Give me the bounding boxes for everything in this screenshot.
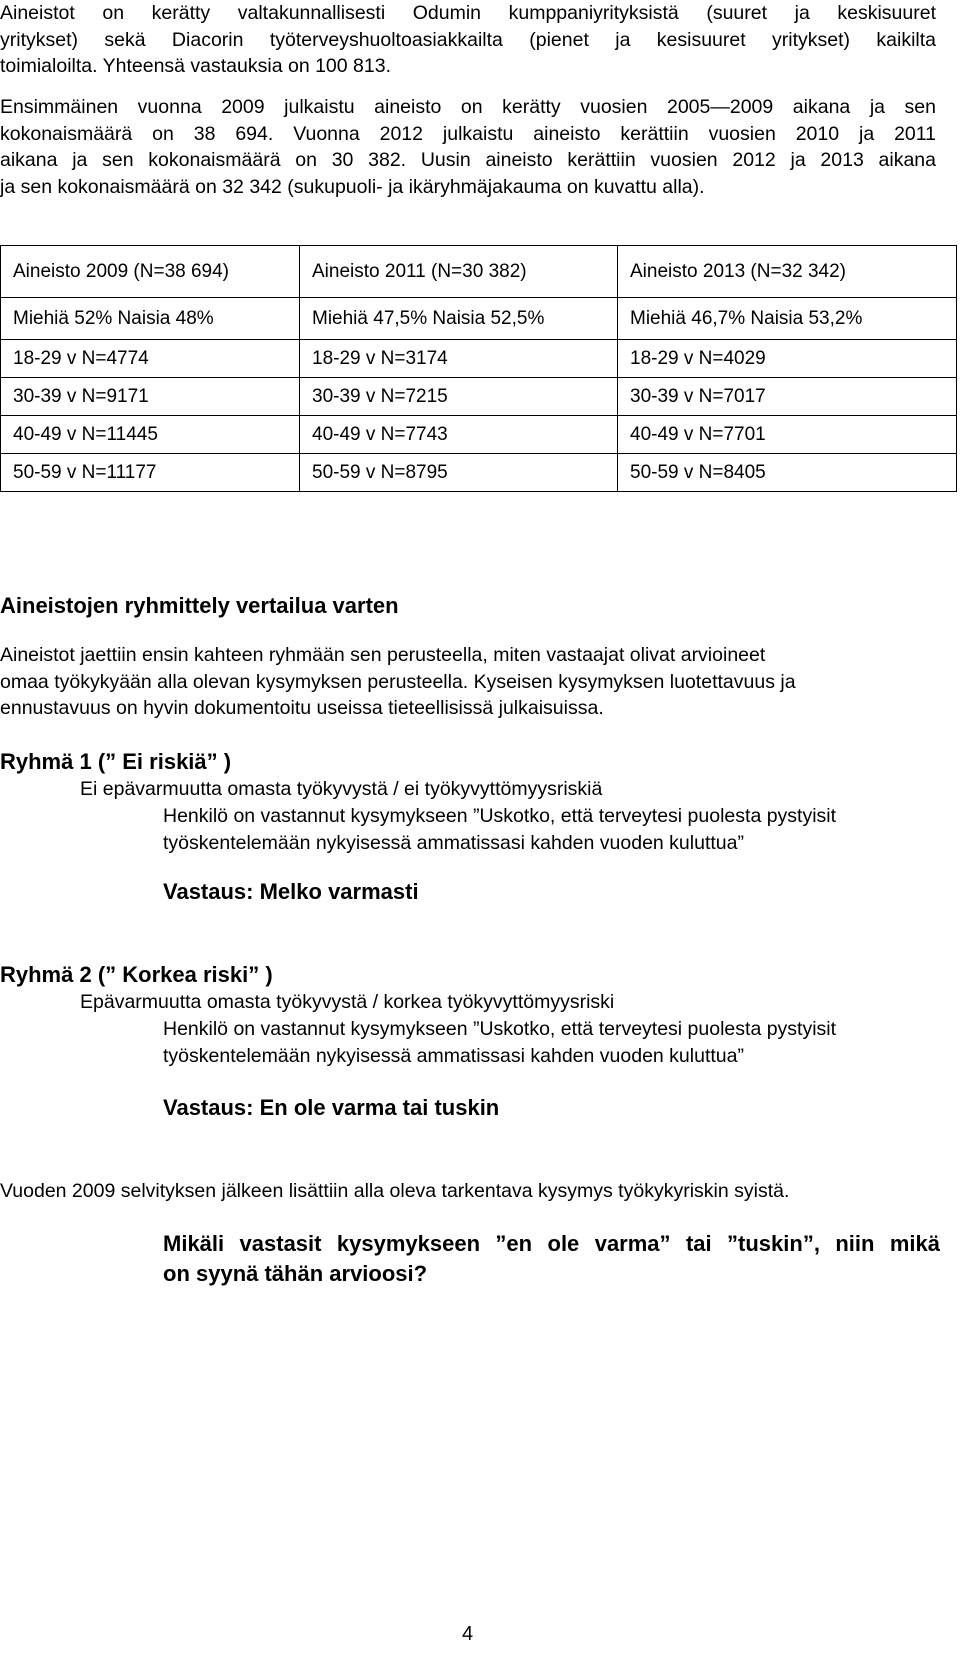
table-row	[1, 416, 957, 454]
group1-question-line: Henkilö on vastannut kysymykseen ”Uskotko, että terveytesi puolesta pystyisit	[163, 805, 837, 827]
group2-question-line: työskentelemään nykyisessä ammatissasi kahden vuoden kuluttua”	[163, 1044, 744, 1067]
group1-title: Ryhmä 1 (” Ei riskiä” )	[0, 749, 232, 774]
followup-question-line: Mikäli vastasit kysymykseen ”en ole varma” tai ”tuskin”, niin mikä	[163, 1231, 940, 1256]
table-header-row	[1, 246, 957, 298]
page-number: 4	[462, 1623, 474, 1645]
grouping-line: ennustavuus on hyvin dokumentoitu useissa tieteellisissä julkaisuissa.	[0, 697, 604, 719]
intro-line: yritykset) sekä Diacorin työterveyshuoltoasiakkailta (pienet ja kesisuuret yritykset) kaikilta	[0, 28, 936, 51]
group2-question-line: Henkilö on vastannut kysymykseen ”Uskotko, että terveytesi puolesta pystyisit	[163, 1018, 837, 1040]
table-cell: 40-49 v N=11445	[1, 416, 300, 454]
table-cell: 50-59 v N=8795	[300, 454, 618, 492]
intro-line: toimialoilta. Yhteensä vastauksia on 100 813.	[0, 55, 391, 77]
grouping-heading: Aineistojen ryhmittely vertailua varten	[0, 593, 399, 618]
table-cell: Miehiä 47,5% Naisia 52,5%	[300, 298, 618, 340]
group1-question	[163, 803, 940, 856]
followup-question-line: on syynä tähän arvioosi?	[163, 1261, 428, 1286]
datasets-line: aikana ja sen kokonaismäärä on 30 382. Uusin aineisto kerättiin vuosien 2012 ja 2013 aikana	[0, 149, 936, 171]
intro-line: Aineistot on kerätty valtakunnallisesti Odumin kumppaniyrityksistä (suuret ja keskisuuret	[0, 2, 936, 24]
group2-answer: Vastaus: En ole varma tai tuskin	[163, 1095, 500, 1120]
table-row-gender	[1, 298, 957, 340]
table-row	[1, 340, 957, 378]
table-cell: 50-59 v N=8405	[618, 454, 957, 492]
table-cell: Miehiä 52% Naisia 48%	[1, 298, 300, 340]
datasets-line: kokonaismäärä on 38 694. Vuonna 2012 julkaistu aineisto kerättiin vuosien 2010 ja 2011	[0, 122, 936, 145]
table-cell: 18-29 v N=3174	[300, 340, 618, 378]
table-header-cell: Aineisto 2013 (N=32 342)	[618, 246, 957, 298]
table-cell: 18-29 v N=4029	[618, 340, 957, 378]
grouping-line: omaa työkykyään alla olevan kysymyksen perusteella. Kyseisen kysymyksen luotettavuus ja	[0, 670, 796, 693]
table-cell: 30-39 v N=9171	[1, 378, 300, 416]
table-row	[1, 378, 957, 416]
table-header-cell: Aineisto 2011 (N=30 382)	[300, 246, 618, 298]
followup-text: Vuoden 2009 selvityksen jälkeen lisättiin alla oleva tarkentava kysymys työkykyriskin syistä.	[0, 1180, 790, 1202]
group2-question	[163, 1016, 940, 1069]
group2-subtitle: Epävarmuutta omasta työkyvystä / korkea työkyvyttömyysriski	[80, 991, 615, 1013]
datasets-line: Ensimmäinen vuonna 2009 julkaistu aineisto on kerätty vuosien 2005—2009 aikana ja sen	[0, 96, 936, 118]
group1-answer: Vastaus: Melko varmasti	[163, 879, 419, 904]
followup-question	[163, 1229, 940, 1289]
group2-title: Ryhmä 2 (” Korkea riski” )	[0, 962, 273, 987]
group1-question-line: työskentelemään nykyisessä ammatissasi kahden vuoden kuluttua”	[163, 831, 744, 854]
group1-subtitle: Ei epävarmuutta omasta työkyvystä / ei työkyvyttömyysriskiä	[80, 778, 603, 800]
table-cell: 30-39 v N=7017	[618, 378, 957, 416]
grouping-paragraph	[0, 642, 936, 722]
table-cell: 30-39 v N=7215	[300, 378, 618, 416]
table-cell: 40-49 v N=7701	[618, 416, 957, 454]
table-cell: Miehiä 46,7% Naisia 53,2%	[618, 298, 957, 340]
datasets-paragraph	[0, 94, 936, 200]
intro-paragraph	[0, 0, 936, 80]
table-cell: 18-29 v N=4774	[1, 340, 300, 378]
table-header-cell: Aineisto 2009 (N=38 694)	[1, 246, 300, 298]
grouping-line: Aineistot jaettiin ensin kahteen ryhmään sen perusteella, miten vastaajat olivat arvioineet	[0, 644, 766, 666]
table-cell: 50-59 v N=11177	[1, 454, 300, 492]
dataset-table	[0, 245, 957, 492]
table-cell: 40-49 v N=7743	[300, 416, 618, 454]
table-row	[1, 454, 957, 492]
datasets-line: ja sen kokonaismäärä on 32 342 (sukupuoli- ja ikäryhmäjakauma on kuvattu alla).	[0, 175, 705, 198]
